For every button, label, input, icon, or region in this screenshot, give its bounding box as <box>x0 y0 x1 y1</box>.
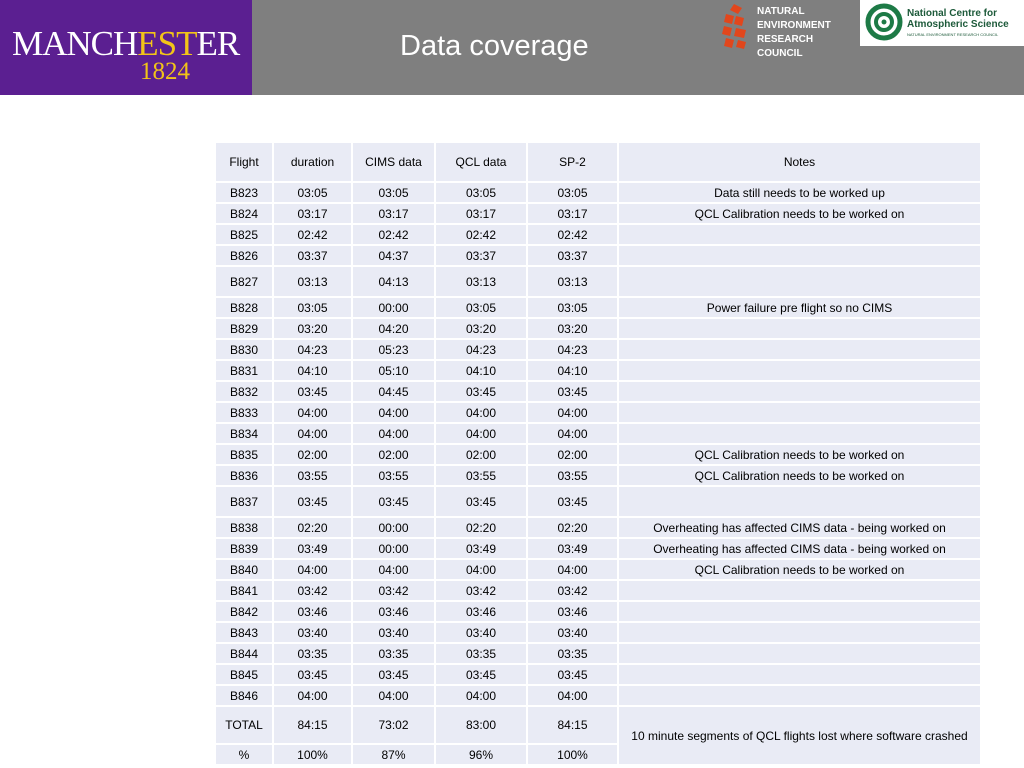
table-cell: 03:45 <box>435 664 527 685</box>
university-logo <box>0 0 252 95</box>
note-cell: QCL Calibration needs to be worked on <box>618 465 981 486</box>
table-cell: 02:00 <box>435 444 527 465</box>
table-row <box>215 559 981 580</box>
table-cell: 02:00 <box>527 444 618 465</box>
table-header-row <box>215 142 981 182</box>
table-cell: 02:20 <box>273 517 352 538</box>
table-cell: B831 <box>215 360 273 381</box>
table-cell: 04:00 <box>527 685 618 706</box>
table-cell: 03:13 <box>273 266 352 297</box>
table-cell: 03:05 <box>527 182 618 203</box>
table-row <box>215 339 981 360</box>
note-cell <box>618 580 981 601</box>
table-cell: 04:37 <box>352 245 435 266</box>
table-cell: 04:20 <box>352 318 435 339</box>
table-cell: 100% <box>273 744 352 765</box>
table-cell: 03:40 <box>527 622 618 643</box>
table-cell: 02:42 <box>352 224 435 245</box>
table-cell: B842 <box>215 601 273 622</box>
table-cell: B836 <box>215 465 273 486</box>
table-row <box>215 402 981 423</box>
table-row <box>215 601 981 622</box>
table-cell: 02:20 <box>435 517 527 538</box>
table-cell: B844 <box>215 643 273 664</box>
note-cell <box>618 245 981 266</box>
table-cell: 00:00 <box>352 297 435 318</box>
note-cell <box>618 622 981 643</box>
table-row <box>215 182 981 203</box>
table-row <box>215 444 981 465</box>
table-cell: 04:10 <box>527 360 618 381</box>
table-row <box>215 381 981 402</box>
data-coverage-table <box>214 141 982 766</box>
table-cell: 03:05 <box>352 182 435 203</box>
table-cell: 04:00 <box>435 685 527 706</box>
table-cell: 03:37 <box>435 245 527 266</box>
column-header: SP-2 <box>527 142 618 182</box>
table-cell: B826 <box>215 245 273 266</box>
table-cell: 73:02 <box>352 706 435 744</box>
table-cell: B830 <box>215 339 273 360</box>
table-row <box>215 486 981 517</box>
table-cell: B834 <box>215 423 273 444</box>
note-cell <box>618 381 981 402</box>
table-cell: B823 <box>215 182 273 203</box>
table-cell: 03:42 <box>352 580 435 601</box>
table-cell: 03:20 <box>273 318 352 339</box>
table-cell: 00:00 <box>352 517 435 538</box>
table-cell: 04:00 <box>352 423 435 444</box>
table-row <box>215 423 981 444</box>
table-cell: B838 <box>215 517 273 538</box>
note-cell: QCL Calibration needs to be worked on <box>618 559 981 580</box>
table-cell: B835 <box>215 444 273 465</box>
table-row <box>215 245 981 266</box>
table-cell: 03:49 <box>435 538 527 559</box>
note-cell <box>618 601 981 622</box>
table-cell: 03:17 <box>352 203 435 224</box>
table-cell: 00:00 <box>352 538 435 559</box>
table-row <box>215 643 981 664</box>
table-cell: 03:45 <box>435 486 527 517</box>
table-cell: 05:10 <box>352 360 435 381</box>
column-header: duration <box>273 142 352 182</box>
note-cell <box>618 360 981 381</box>
table-row <box>215 664 981 685</box>
table-cell: 04:00 <box>273 423 352 444</box>
table-cell: 03:42 <box>435 580 527 601</box>
table-cell: 84:15 <box>527 706 618 744</box>
table-cell: 03:17 <box>273 203 352 224</box>
table-row <box>215 318 981 339</box>
table-row <box>215 580 981 601</box>
table-cell: 04:00 <box>273 685 352 706</box>
note-cell: QCL Calibration needs to be worked on <box>618 444 981 465</box>
table-cell: 03:05 <box>273 297 352 318</box>
table-cell: 02:20 <box>527 517 618 538</box>
table-row <box>215 203 981 224</box>
note-cell: Data still needs to be worked up <box>618 182 981 203</box>
table-cell: 83:00 <box>435 706 527 744</box>
table-cell: 02:00 <box>273 444 352 465</box>
table-cell: 03:35 <box>273 643 352 664</box>
table-cell: 02:42 <box>527 224 618 245</box>
table-cell: 04:00 <box>352 559 435 580</box>
table-cell: 03:35 <box>352 643 435 664</box>
table-cell: 03:45 <box>527 664 618 685</box>
column-header: Flight <box>215 142 273 182</box>
note-cell <box>618 224 981 245</box>
table-cell: 03:45 <box>273 486 352 517</box>
nerc-emblem-icon <box>720 2 754 50</box>
table-cell: 03:35 <box>527 643 618 664</box>
table-cell: 03:46 <box>435 601 527 622</box>
table-cell: 03:37 <box>527 245 618 266</box>
logo-year: 1824 <box>140 58 190 85</box>
note-cell <box>618 685 981 706</box>
table-cell: 03:46 <box>352 601 435 622</box>
table-cell: 04:00 <box>527 423 618 444</box>
nerc-line2: ENVIRONMENT <box>757 20 831 31</box>
table-cell: 03:45 <box>527 486 618 517</box>
table-cell: 04:00 <box>435 402 527 423</box>
table-cell: 03:55 <box>352 465 435 486</box>
note-cell: Overheating has affected CIMS data - being worked on <box>618 517 981 538</box>
table-cell: 03:37 <box>273 245 352 266</box>
table-cell: 03:13 <box>527 266 618 297</box>
note-cell <box>618 339 981 360</box>
table-cell: 03:20 <box>527 318 618 339</box>
table-cell: 02:00 <box>352 444 435 465</box>
ncas-line3: NATURAL ENVIRONMENT RESEARCH COUNCIL <box>907 32 999 37</box>
table-cell: 04:00 <box>527 559 618 580</box>
table-cell: B840 <box>215 559 273 580</box>
column-header: CIMS data <box>352 142 435 182</box>
table-row <box>215 517 981 538</box>
table-cell: B829 <box>215 318 273 339</box>
column-header: QCL data <box>435 142 527 182</box>
table-cell: 03:46 <box>527 601 618 622</box>
column-header: Notes <box>618 142 981 182</box>
table-cell: B837 <box>215 486 273 517</box>
slide-title: Data coverage <box>400 30 589 62</box>
table-row <box>215 538 981 559</box>
table-cell: B839 <box>215 538 273 559</box>
table-cell: 03:55 <box>527 465 618 486</box>
table-cell: 02:42 <box>435 224 527 245</box>
note-cell <box>618 643 981 664</box>
table-cell: 03:35 <box>435 643 527 664</box>
table-row <box>215 685 981 706</box>
nerc-line3: RESEARCH COUNCIL <box>757 34 814 59</box>
table-cell: 03:42 <box>273 580 352 601</box>
table-cell: B843 <box>215 622 273 643</box>
ncas-logo <box>860 0 1024 46</box>
table-cell: 04:00 <box>527 402 618 423</box>
summary-note: 10 minute segments of QCL flights lost where software crashed <box>618 706 981 765</box>
slide-header <box>0 0 1024 95</box>
table-cell: 03:17 <box>527 203 618 224</box>
table-cell: 04:00 <box>273 559 352 580</box>
table-cell: 03:40 <box>435 622 527 643</box>
table-cell: 03:13 <box>435 266 527 297</box>
note-cell: Overheating has affected CIMS data - being worked on <box>618 538 981 559</box>
table-cell: 03:45 <box>352 486 435 517</box>
ncas-swirl-icon <box>865 3 903 41</box>
table-cell: B828 <box>215 297 273 318</box>
table-cell: 04:45 <box>352 381 435 402</box>
table-cell: 03:42 <box>527 580 618 601</box>
table-cell: B827 <box>215 266 273 297</box>
table-cell: B845 <box>215 664 273 685</box>
note-cell <box>618 664 981 685</box>
table-cell: 03:45 <box>352 664 435 685</box>
table-cell: 03:05 <box>273 182 352 203</box>
table-cell: 03:05 <box>435 182 527 203</box>
table-cell: B824 <box>215 203 273 224</box>
logo-wordmark: MANCHESTER <box>12 24 240 63</box>
table-cell: B841 <box>215 580 273 601</box>
table-cell: 03:49 <box>273 538 352 559</box>
table-cell: 04:00 <box>435 559 527 580</box>
note-cell <box>618 402 981 423</box>
table-cell: 03:17 <box>435 203 527 224</box>
table-cell: 04:23 <box>527 339 618 360</box>
note-cell: Power failure pre flight so no CIMS <box>618 297 981 318</box>
table-row <box>215 465 981 486</box>
note-cell <box>618 318 981 339</box>
table-cell: 03:40 <box>273 622 352 643</box>
table-cell: 04:00 <box>352 685 435 706</box>
ncas-line2: Atmospheric Science <box>907 19 1009 30</box>
table-cell: 04:23 <box>273 339 352 360</box>
table-cell: 03:40 <box>352 622 435 643</box>
table-cell: % <box>215 744 273 765</box>
table-cell: 87% <box>352 744 435 765</box>
table-row <box>215 622 981 643</box>
table-row <box>215 224 981 245</box>
table-cell: 04:00 <box>352 402 435 423</box>
table-cell: 03:20 <box>435 318 527 339</box>
note-cell <box>618 423 981 444</box>
ncas-line1: National Centre for <box>907 8 998 19</box>
table-cell: 05:23 <box>352 339 435 360</box>
nerc-line1: NATURAL <box>757 6 805 17</box>
table-cell: 04:10 <box>435 360 527 381</box>
table-cell: 03:05 <box>527 297 618 318</box>
note-cell: QCL Calibration needs to be worked on <box>618 203 981 224</box>
table-cell: 84:15 <box>273 706 352 744</box>
table-cell: 03:49 <box>527 538 618 559</box>
total-row <box>215 706 981 744</box>
table-row <box>215 360 981 381</box>
table-cell: 03:45 <box>435 381 527 402</box>
table-cell: 03:55 <box>273 465 352 486</box>
table-cell: B833 <box>215 402 273 423</box>
table-cell: 04:00 <box>273 402 352 423</box>
table-row <box>215 266 981 297</box>
table-cell: 03:45 <box>273 664 352 685</box>
note-cell <box>618 486 981 517</box>
table-cell: 03:46 <box>273 601 352 622</box>
table-cell: 03:45 <box>527 381 618 402</box>
table-cell: TOTAL <box>215 706 273 744</box>
table-cell: 02:42 <box>273 224 352 245</box>
table-cell: 04:23 <box>435 339 527 360</box>
table-cell: 03:55 <box>435 465 527 486</box>
table-row <box>215 297 981 318</box>
nerc-logo <box>715 0 860 59</box>
table-cell: 03:05 <box>435 297 527 318</box>
table-cell: B846 <box>215 685 273 706</box>
table-cell: B825 <box>215 224 273 245</box>
table-cell: 04:10 <box>273 360 352 381</box>
table-cell: B832 <box>215 381 273 402</box>
table-cell: 04:13 <box>352 266 435 297</box>
table-cell: 04:00 <box>435 423 527 444</box>
table-cell: 100% <box>527 744 618 765</box>
note-cell <box>618 266 981 297</box>
table-cell: 96% <box>435 744 527 765</box>
table-cell: 03:45 <box>273 381 352 402</box>
